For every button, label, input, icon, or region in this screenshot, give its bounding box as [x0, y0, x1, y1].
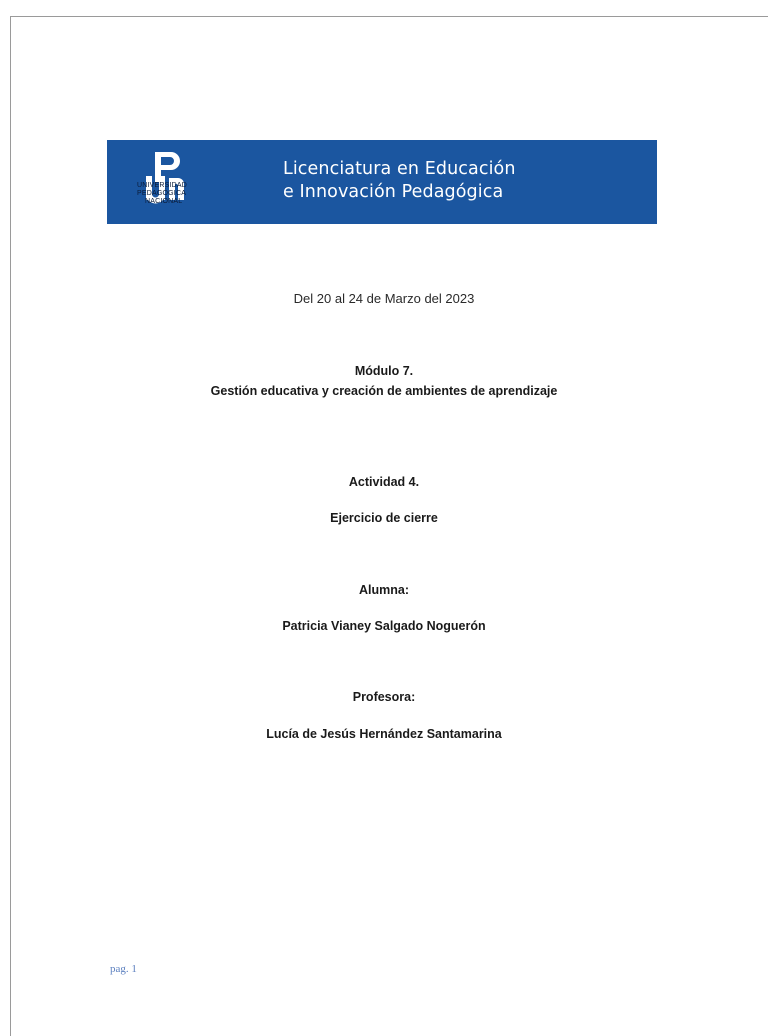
student-label: Alumna: [359, 583, 409, 597]
teacher-name: Lucía de Jesús Hernández Santamarina [266, 727, 502, 741]
date-range: Del 20 al 24 de Marzo del 2023 [293, 291, 475, 306]
logo-text-line: NACIONAL [145, 198, 183, 205]
module-name: Gestión educativa y creación de ambientes de aprendizaje [210, 384, 558, 398]
teacher-label: Profesora: [352, 690, 416, 704]
activity-name: Ejercicio de cierre [330, 511, 438, 525]
logo-text-line: UNIVERSIDAD [137, 182, 188, 189]
banner-title-line-2: e Innovación Pedagógica [283, 182, 504, 202]
header-banner [107, 140, 657, 224]
activity-label: Actividad 4. [348, 475, 420, 489]
module-label: Módulo 7. [354, 364, 414, 378]
logo-text-line: PEDAGÓGICA [137, 190, 187, 197]
banner-title-line-1: Licenciatura en Educación [283, 159, 516, 179]
page-number: pag. 1 [110, 963, 137, 975]
student-name: Patricia Vianey Salgado Noguerón [282, 619, 486, 633]
logo-university-name [137, 182, 187, 206]
banner-title [283, 158, 516, 204]
